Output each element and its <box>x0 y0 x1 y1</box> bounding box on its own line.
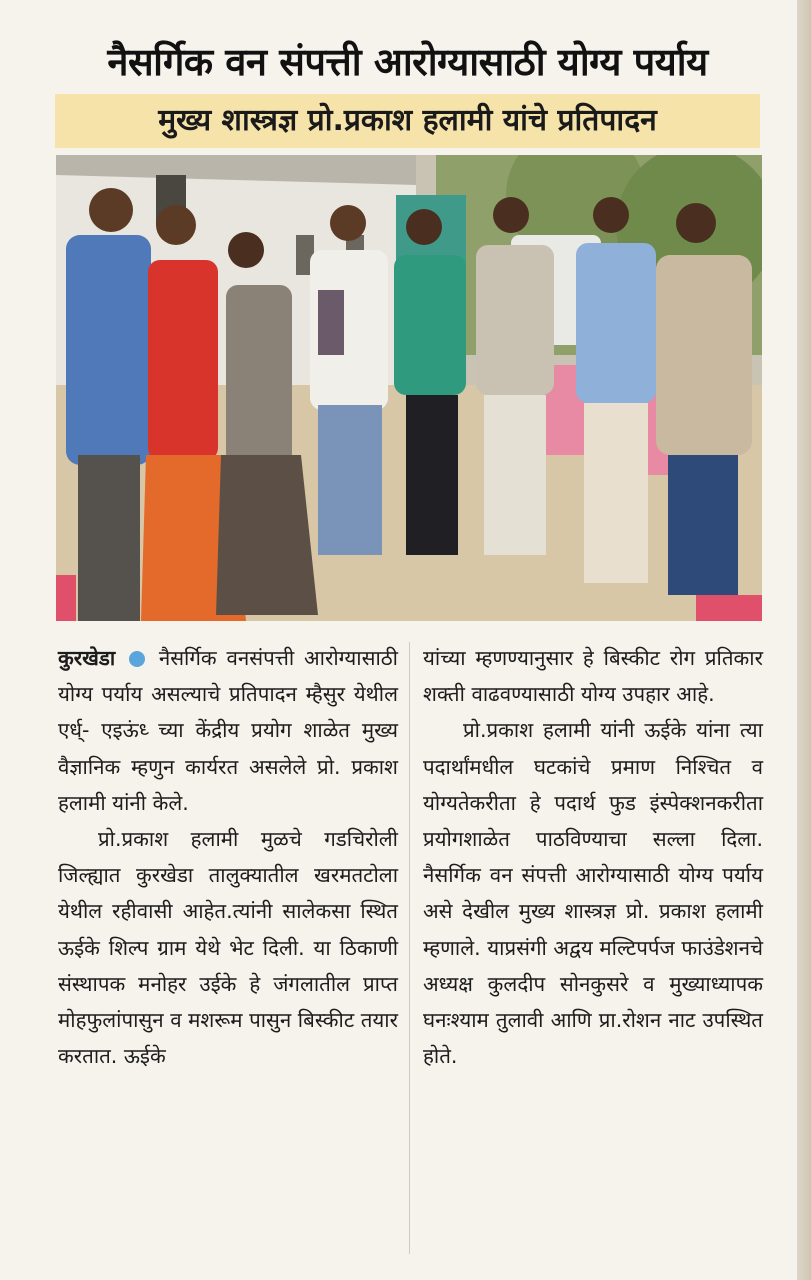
article-paragraph-1: नैसर्गिक वनसंपत्ती आरोग्यासाठी योग्य पर्याय असल्याचे प्रतिपादन म्हैसुर येथील एर्ध्- एइऊंध्‍ च्या केंद्रीय प्रयोग शाळेत मुख्य वैज्ञानिक म्हणुन कार्यरत असलेले प्रो. प्रकाश हलामी यांनी केले. <box>58 646 398 815</box>
page-edge <box>797 0 811 1280</box>
headline: नैसर्गिक वन संपत्ती आरोग्यासाठी योग्य पर्याय <box>107 40 708 84</box>
article-paragraph-4: प्रो.प्रकाश हलामी यांनी ऊईके यांना त्या पदार्थांमधील घटकांचे प्रमाण निश्चित व योग्यतेकरीता हे पदार्थ फुड इंस्पेक्शनकरीता प्रयोगशाळेत पाठविण्याचा सल्ला दिला. नैसर्गिक वन संपत्ती आरोग्यासाठी योग्य पर्याय असे देखील मुख्य शास्त्रज्ञ प्रो. प्रकाश हलामी म्हणाले. याप्रसंगी अद्वय मल्टिपर्पज फाउंडेशनचे अध्यक्ष कुलदीप सोनकुसरे व मुख्याध्यापक घनःश्याम तुलावी आणि प्रा.रोशन नाट उपस्थित होते. <box>423 718 763 1069</box>
bullet-dot-icon <box>129 651 145 667</box>
dateline: कुरखेडा <box>58 646 116 670</box>
article-column-2 <box>423 640 763 1074</box>
article-column-1 <box>58 640 398 1074</box>
news-photo <box>56 155 762 621</box>
subheadline: मुख्य शास्त्रज्ञ प्रो.प्रकाश हलामी यांचे प्रतिपादन <box>158 103 657 138</box>
article-paragraph-2: प्रो.प्रकाश हलामी मुळचे गडचिरोली जिल्ह्यात कुरखेडा तालुक्यातील खरमतटोला येथील रहीवासी आहेत.त्यांनी सालेकसा स्थित ऊईके शिल्प ग्राम येथे भेट दिली. या ठिकाणी संस्थापक मनोहर उईके हे जंगलातील प्राप्त मोहफुलांपासुन व मशरूम पासुन बिस्कीट तयार करतात. ऊईके <box>58 827 398 1069</box>
column-divider <box>409 642 410 1254</box>
article-paragraph-3: यांच्या म्हणण्यानुसार हे बिस्कीट रोग प्रतिकार शक्ती वाढवण्यासाठी योग्य उपहार आहे. <box>423 646 763 707</box>
